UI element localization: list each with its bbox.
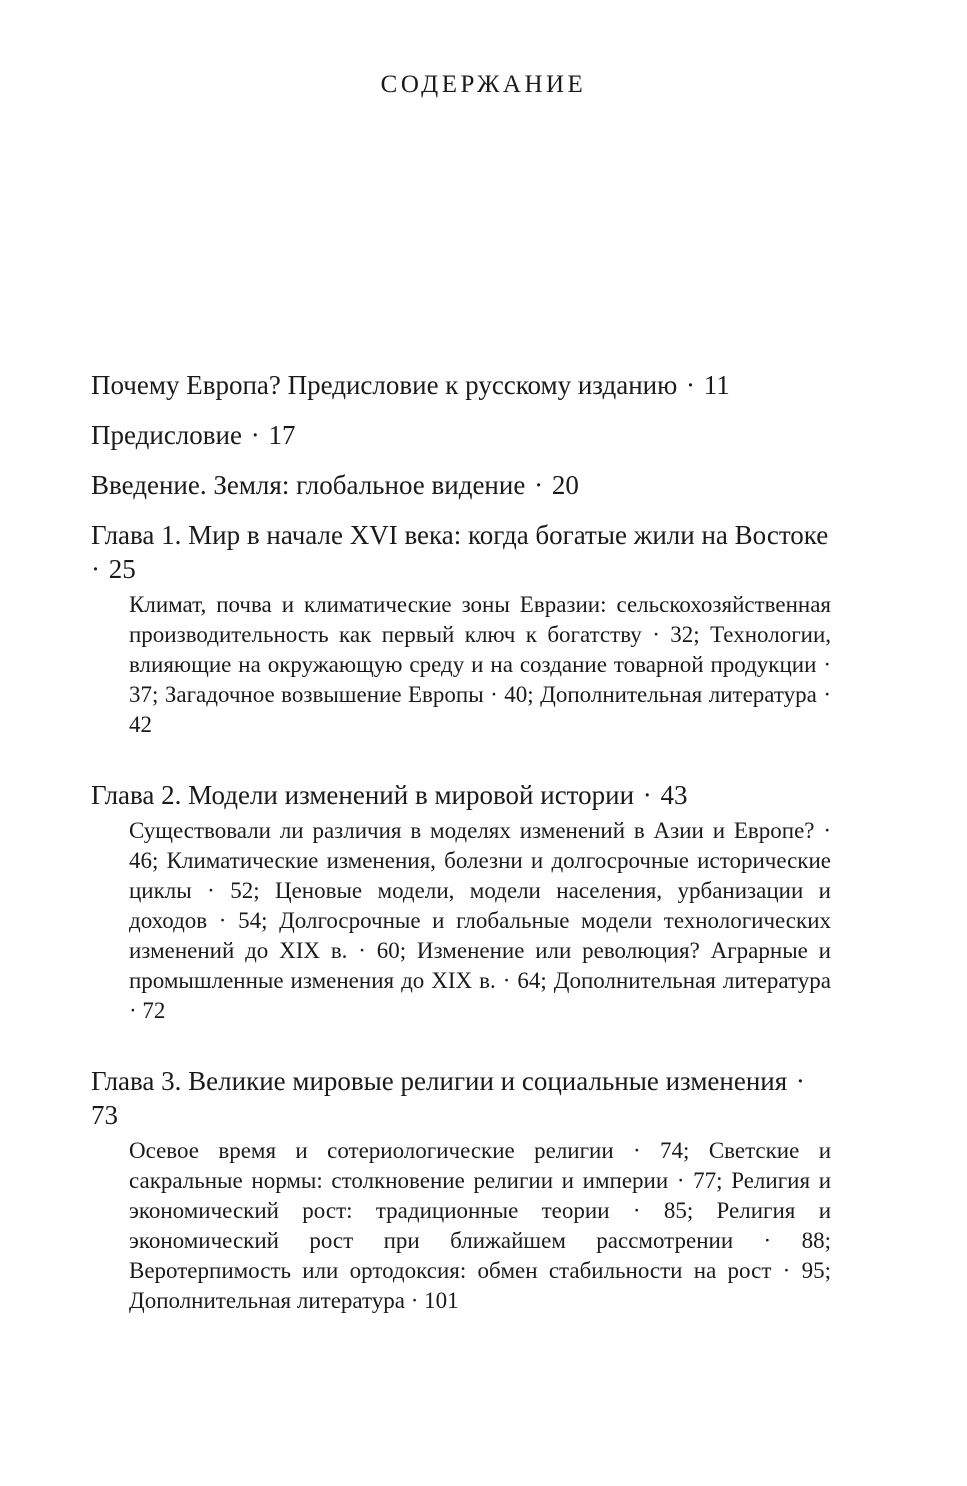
chapter-3 [91,1064,831,1316]
chapter-sections: Климат, почва и климатические зоны Евразии: сельскохозяйственная производительность как первый ключ к богатству · 32; Технологии, влияющие на окружающую среду и на создание товарной продукции · 37; Загадочное возвышение Европы · 40; Дополнительная литература · 42 [129,592,831,737]
chapter-sections: Осевое время и сотериологические религии · 74; Светские и сакральные нормы: столкновение религии и империи · 77; Религия и экономический рост: традиционные теории · 85; Религия и экономический рост при ближайшем рассмотрении · 88; Веротерпимость или ортодоксия: обмен стабильности на рост · 95; Дополнительная литература · 101 [129,1138,831,1313]
chapter-sections: Существовали ли различия в моделях изменений в Азии и Европе? · 46; Климатические изменения, болезни и долгосрочные исторические циклы · 52; Ценовые модели, модели населения, урбанизации и доходов · 54; Долгосрочные и глобальные модели технологических изменений до XIX в. · 60; Изменение или революция? Аграрные и промышленные изменения до XIX в. · 64; Дополнительная литература · 72 [129,818,831,1023]
chapter-page: 43 [660,780,688,810]
chapter-title: Глава 2. Модели изменений в мировой истории [91,780,635,810]
chapter-heading: Глава 2. Модели изменений в мировой истории · 43 [91,780,688,810]
chapter-page: 73 [91,1100,118,1130]
table-of-contents [91,368,831,1354]
chapter-page: 25 [108,554,136,584]
toc-entry-title: Предисловие [91,420,242,450]
toc-entry: Предисловие · 17 [91,420,296,450]
toc-entry-page: 17 [268,420,296,450]
chapter-title: Глава 1. Мир в начале XVI века: когда богатые жили на Востоке [91,520,829,550]
chapter-1 [91,518,831,740]
chapter-heading: Глава 1. Мир в начале XVI века: когда богатые жили на Востоке · 25 [91,520,829,584]
chapter-heading: Глава 3. Великие мировые религии и социальные изменения · 73 [91,1066,805,1130]
toc-entry-title: Введение. Земля: глобальное видение [91,470,526,500]
chapter-title: Глава 3. Великие мировые религии и социальные изменения [91,1066,788,1096]
toc-entry: Почему Европа? Предисловие к русскому изданию · 11 [91,370,730,400]
chapter-2 [91,778,831,1026]
toc-entry-page: 20 [551,470,579,500]
toc-entry: Введение. Земля: глобальное видение · 20 [91,470,579,500]
toc-entry-page: 11 [703,370,730,400]
toc-entry-title: Почему Европа? Предисловие к русскому изданию [91,370,678,400]
page-title: СОДЕРЖАНИЕ [380,71,587,98]
